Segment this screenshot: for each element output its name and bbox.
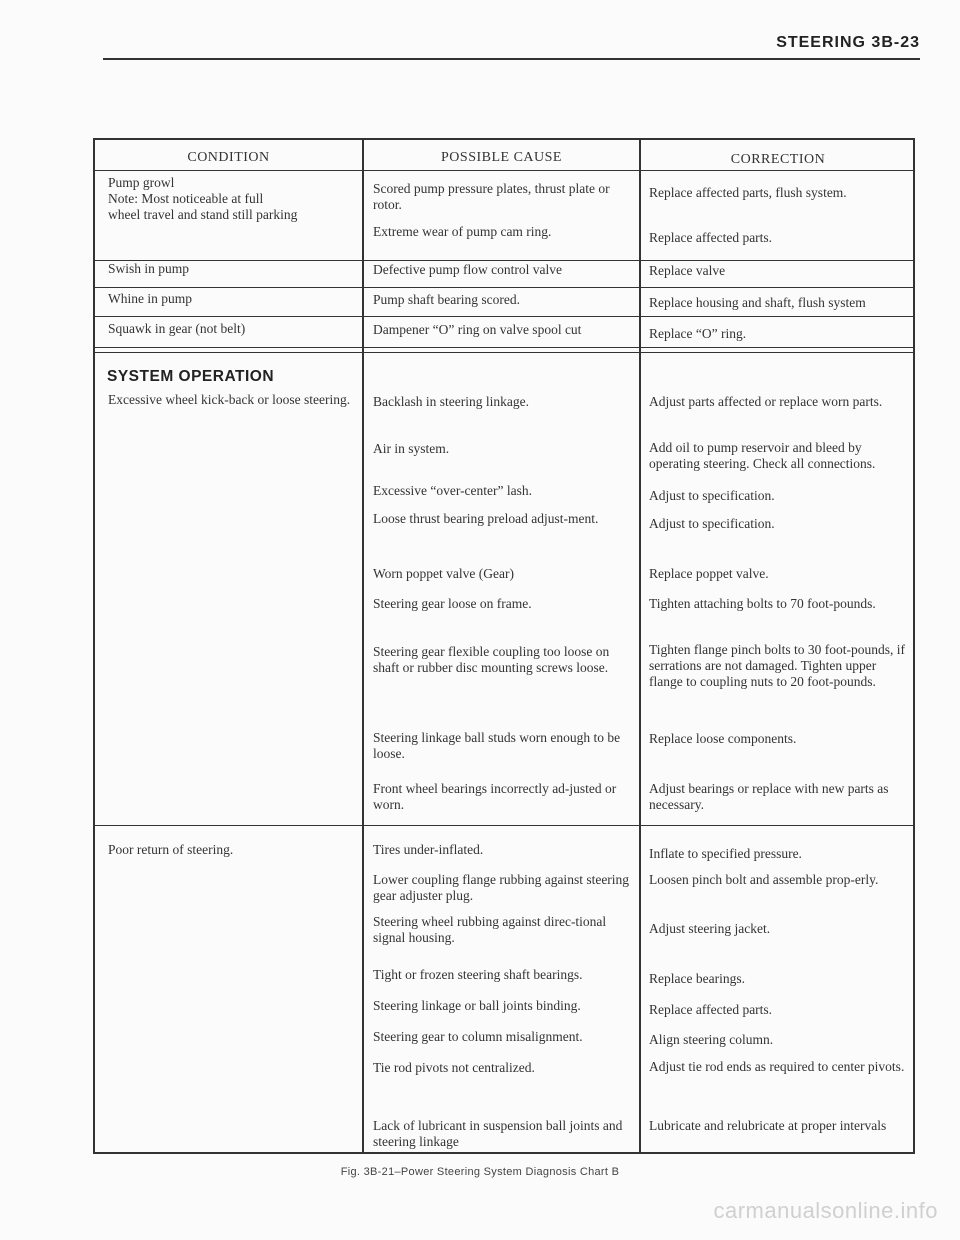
column-header-condition: CONDITION [187, 150, 270, 165]
correction-cell: Adjust parts affected or replace worn parts. [649, 394, 883, 409]
cause-cell: Steering gear flexible coupling too loose on shaft or rubber disc mounting screws loose. [373, 644, 610, 675]
correction-cell: Tighten flange pinch bolts to 30 foot-pounds, if serrations are not damaged. Tighten upper flange to coupling nuts to 20 foot-pounds. [649, 642, 905, 689]
cause-cell: Defective pump flow control valve [373, 262, 562, 277]
column-header-correction: CORRECTION [730, 152, 826, 167]
diagnosis-chart [93, 138, 915, 1154]
cause-cell: Backlash in steering linkage. [373, 394, 529, 409]
cause-cell: Excessive “over-center” lash. [373, 483, 533, 498]
cause-cell: Loose thrust bearing preload adjust-ment. [373, 511, 599, 526]
cause-cell: Worn poppet valve (Gear) [373, 566, 514, 581]
row-rule-4 [95, 347, 913, 348]
correction-cell: Align steering column. [649, 1032, 774, 1047]
correction-cell: Adjust bearings or replace with new parts as necessary. [649, 781, 889, 812]
cause-cell: Air in system. [373, 441, 450, 456]
cause-cell: Tight or frozen steering shaft bearings. [373, 967, 583, 982]
correction-cell: Replace valve [649, 263, 726, 278]
correction-cell: Replace “O” ring. [649, 326, 747, 341]
page-header: STEERING 3B-23 [776, 34, 920, 51]
cause-cell: Steering linkage or ball joints binding. [373, 998, 581, 1013]
row-rule-6 [95, 825, 913, 826]
row-rule-2 [95, 287, 913, 288]
cause-cell: Front wheel bearings incorrectly ad-justed or worn. [373, 781, 617, 812]
cause-cell: Steering linkage ball studs worn enough to be loose. [373, 730, 621, 761]
correction-cell: Lubricate and relubricate at proper intervals [649, 1118, 887, 1133]
column-divider-2 [639, 140, 641, 1152]
cause-cell: Extreme wear of pump cam ring. [373, 224, 552, 239]
row-rule-3 [95, 316, 913, 317]
section-title: SYSTEM OPERATION [107, 368, 275, 385]
correction-cell: Adjust tie rod ends as required to center pivots. [649, 1059, 905, 1074]
row-rule-5 [95, 352, 913, 353]
correction-cell: Adjust to specification. [649, 488, 775, 503]
correction-cell: Replace affected parts, flush system. [649, 185, 847, 200]
condition-cell: Whine in pump [108, 291, 192, 306]
column-header-cause: POSSIBLE CAUSE [441, 150, 562, 165]
cause-cell: Tires under-inflated. [373, 842, 484, 857]
figure-caption: Fig. 3B-21–Power Steering System Diagnosis Chart B [340, 1166, 620, 1178]
header-rule [103, 58, 920, 60]
cause-cell: Steering wheel rubbing against direc-tional signal housing. [373, 914, 607, 945]
correction-cell: Replace bearings. [649, 971, 745, 986]
correction-cell: Tighten attaching bolts to 70 foot-pounds. [649, 596, 876, 611]
correction-cell: Adjust to specification. [649, 516, 775, 531]
cause-cell: Lower coupling flange rubbing against steering gear adjuster plug. [373, 872, 630, 903]
condition-cell: Squawk in gear (not belt) [108, 321, 246, 336]
cause-cell: Scored pump pressure plates, thrust plate or rotor. [373, 181, 610, 212]
cause-cell: Pump shaft bearing scored. [373, 292, 520, 307]
cause-cell: Steering gear to column misalignment. [373, 1029, 583, 1044]
correction-cell: Adjust steering jacket. [649, 921, 771, 936]
condition-cell: Poor return of steering. [108, 842, 234, 857]
correction-cell: Replace loose components. [649, 731, 797, 746]
correction-cell: Replace housing and shaft, flush system [649, 295, 866, 310]
correction-cell: Loosen pinch bolt and assemble prop-erly. [649, 872, 879, 887]
correction-cell: Inflate to specified pressure. [649, 846, 802, 861]
correction-cell: Replace poppet valve. [649, 566, 769, 581]
correction-cell: Replace affected parts. [649, 230, 773, 245]
cause-cell: Lack of lubricant in suspension ball joints and steering linkage [373, 1118, 623, 1149]
condition-cell: Excessive wheel kick-back or loose steering. [108, 392, 351, 407]
correction-cell: Replace affected parts. [649, 1002, 773, 1017]
condition-cell: Pump growl Note: Most noticeable at full wheel travel and stand still parking [108, 175, 298, 222]
cause-cell: Steering gear loose on frame. [373, 596, 532, 611]
column-divider-1 [362, 140, 364, 1152]
condition-cell: Swish in pump [108, 261, 190, 276]
watermark: carmanualsonline.info [713, 1198, 938, 1223]
cause-cell: Tie rod pivots not centralized. [373, 1060, 535, 1075]
cause-cell: Dampener “O” ring on valve spool cut [373, 322, 582, 337]
correction-cell: Add oil to pump reservoir and bleed by operating steering. Check all connections. [649, 440, 876, 471]
